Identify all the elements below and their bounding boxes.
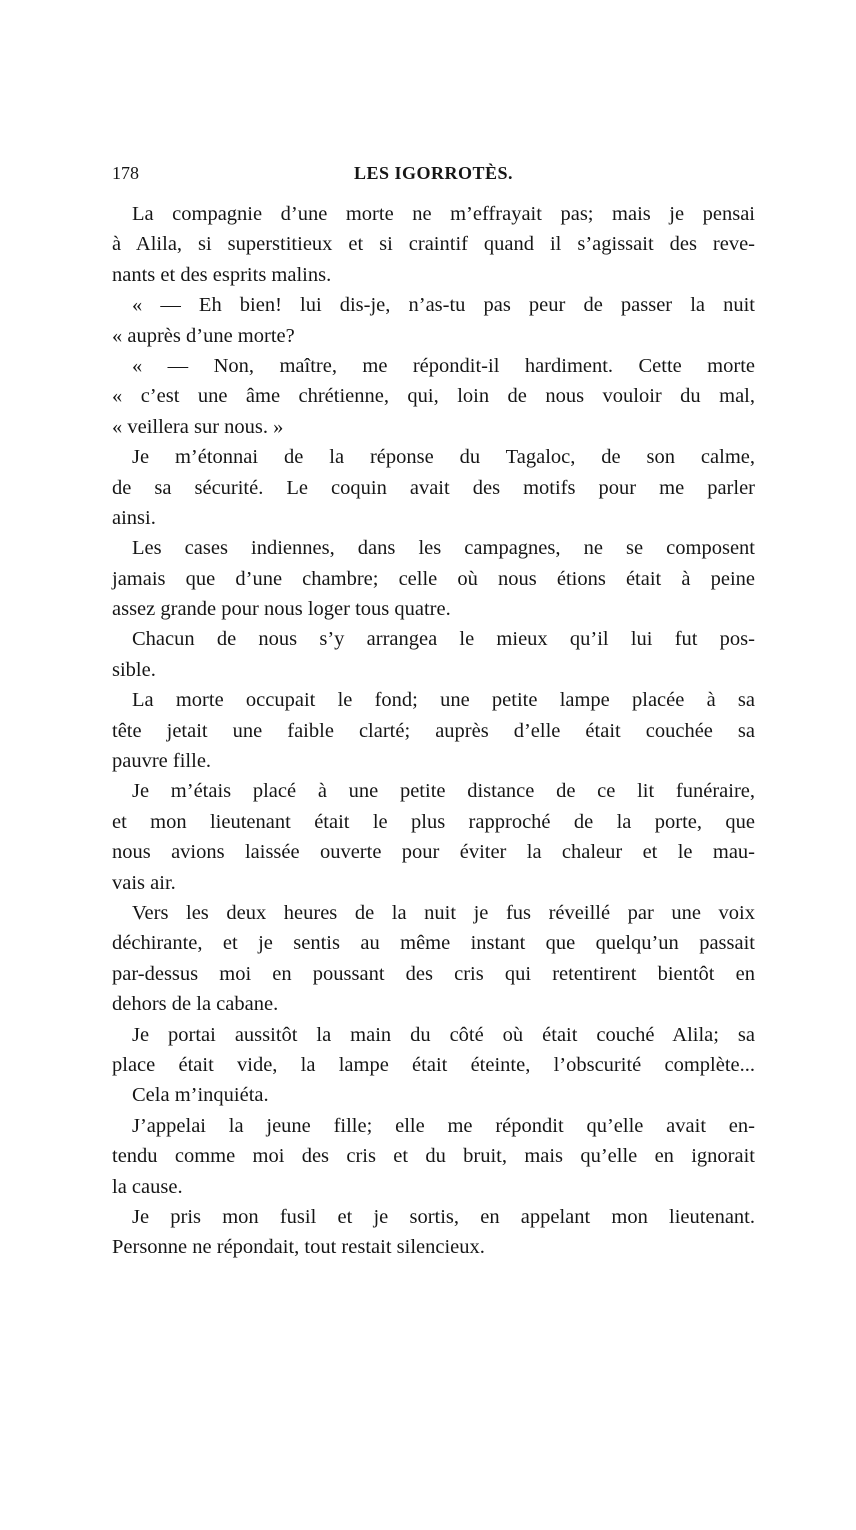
text-line: place était vide, la lampe était éteinte, l’obscurité complète... bbox=[112, 1053, 755, 1076]
text-line: déchirante, et je sentis au même instant que quelqu’un passait bbox=[112, 932, 755, 955]
text-line: à Alila, si superstitieux et si craintif quand il s’agissait des reve- bbox=[112, 233, 755, 256]
text-line: « veillera sur nous. » bbox=[112, 415, 284, 438]
text-line: Cela m’inquiéta. bbox=[132, 1084, 269, 1107]
text-line: La morte occupait le fond; une petite lampe placée à sa bbox=[132, 689, 755, 712]
text-line: Chacun de nous s’y arrangea le mieux qu’il lui fut pos- bbox=[132, 628, 755, 651]
text-line: Vers les deux heures de la nuit je fus réveillé par une voix bbox=[132, 901, 755, 924]
text-line: vais air. bbox=[112, 871, 176, 894]
text-line: pauvre fille. bbox=[112, 750, 212, 773]
text-line: « c’est une âme chrétienne, qui, loin de nous vouloir du mal, bbox=[112, 385, 755, 408]
text-line: Je m’étonnai de la réponse du Tagaloc, de son calme, bbox=[132, 446, 755, 469]
text-line: Personne ne répondait, tout restait silencieux. bbox=[112, 1236, 485, 1259]
text-line: assez grande pour nous loger tous quatre. bbox=[112, 598, 451, 621]
text-line: de sa sécurité. Le coquin avait des motifs pour me parler bbox=[112, 476, 755, 499]
text-line: « — Eh bien! lui dis-je, n’as-tu pas peur de passer la nuit bbox=[132, 294, 755, 317]
text-line: la cause. bbox=[112, 1175, 183, 1198]
text-line: jamais que d’une chambre; celle où nous étions était à peine bbox=[112, 567, 755, 590]
text-line: J’appelai la jeune fille; elle me répondit qu’elle avait en- bbox=[132, 1114, 755, 1137]
text-line: tête jetait une faible clarté; auprès d’elle était couchée sa bbox=[112, 719, 755, 742]
text-line: nants et des esprits malins. bbox=[112, 263, 332, 286]
text-line: dehors de la cabane. bbox=[112, 993, 279, 1016]
page-header bbox=[112, 163, 755, 189]
text-line: nous avions laissée ouverte pour éviter la chaleur et le mau- bbox=[112, 841, 755, 864]
text-line: La compagnie d’une morte ne m’effrayait pas; mais je pensai bbox=[132, 203, 755, 225]
text-line: Les cases indiennes, dans les campagnes, ne se composent bbox=[132, 537, 755, 560]
text-line: tendu comme moi des cris et du bruit, mais qu’elle en ignorait bbox=[112, 1145, 755, 1168]
text-line: « — Non, maître, me répondit-il hardiment. Cette morte bbox=[132, 354, 755, 377]
text-line: et mon lieutenant était le plus rapproché de la porte, que bbox=[112, 810, 755, 833]
page-body-text bbox=[112, 199, 755, 1263]
text-line: Je pris mon fusil et je sortis, en appelant mon lieutenant. bbox=[132, 1205, 755, 1228]
text-line: Je m’étais placé à une petite distance de ce lit funéraire, bbox=[132, 780, 755, 803]
text-line: sible. bbox=[112, 658, 156, 681]
page-number: 178 bbox=[112, 163, 139, 183]
text-line: « auprès d’une morte? bbox=[112, 324, 295, 347]
text-line: Je portai aussitôt la main du côté où était couché Alila; sa bbox=[132, 1023, 755, 1046]
running-title: LES IGORROTÈS. bbox=[353, 163, 514, 183]
text-line: par-dessus moi en poussant des cris qui retentirent bientôt en bbox=[112, 962, 755, 985]
text-line: ainsi. bbox=[112, 506, 156, 529]
